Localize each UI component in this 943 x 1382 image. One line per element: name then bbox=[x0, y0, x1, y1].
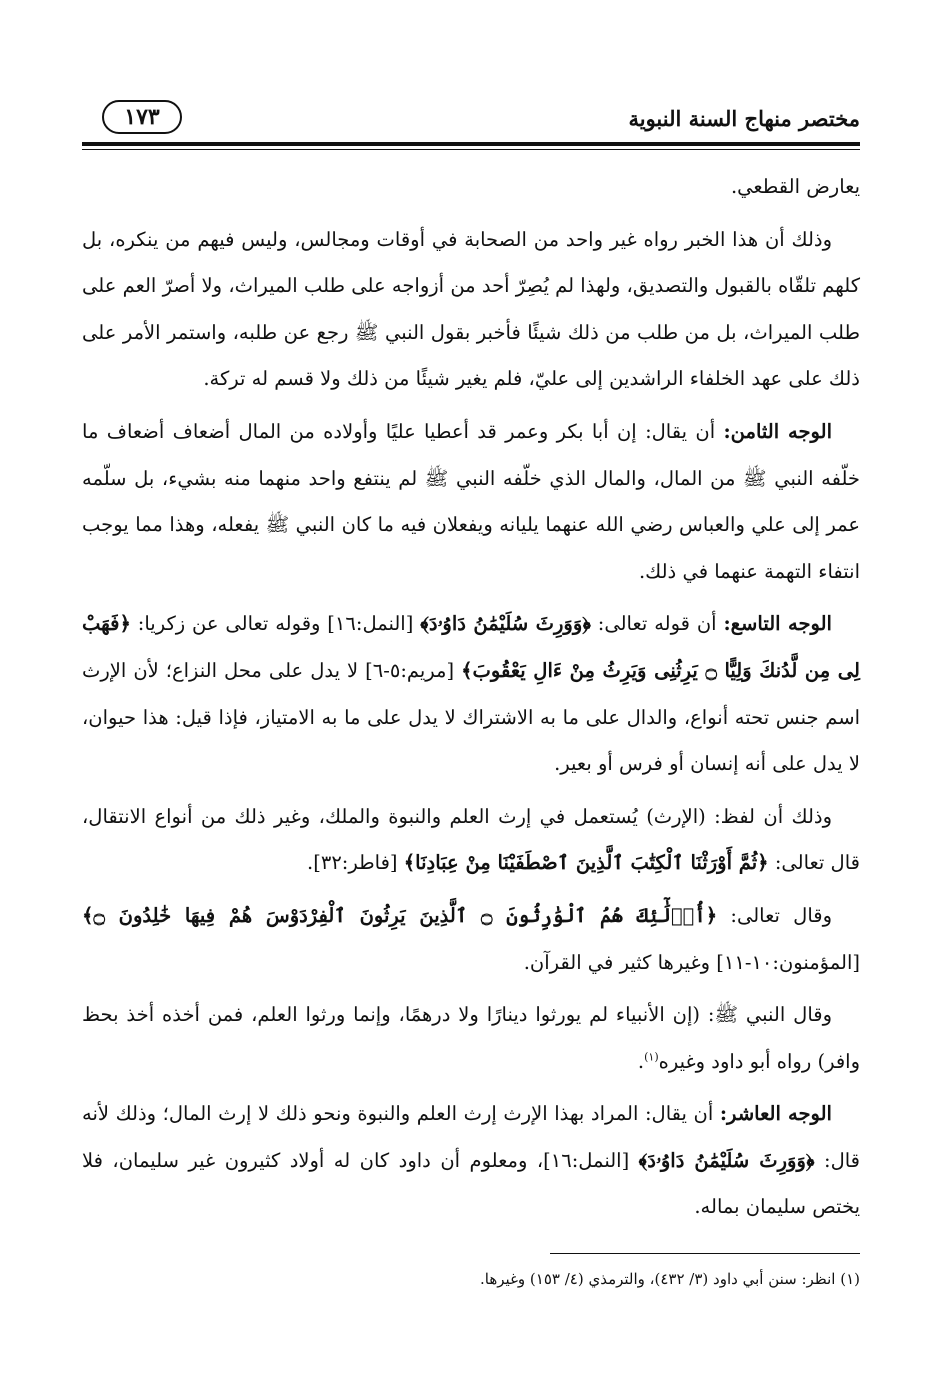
book-title: مختصر منهاج السنة النبوية bbox=[628, 106, 860, 131]
paragraph-inheritance-usage bbox=[82, 794, 860, 887]
eighth-aspect-label: الوجه الثامن: bbox=[723, 419, 832, 443]
paragraph-2-text: وذلك أن هذا الخبر رواه غير واحد من الصحابة في أوقات ومجالس، وليس فيهم من ينكره، بل كلهم تلقّاه بالقبول والتصديق، ولهذا لم يُصِرّ أحد من أزواجه على طلب الميراث، ولا أصرّ العم على طلب الميراث، بل من طلب من ذلك شيئًا فأخبر بقول النبي ﷺ رجع عن طلبه، واستمر الأمر على ذلك على عهد الخلفاء الراشدين إلى عليّ، فلم يغير شيئًا من ذلك ولا قسم له تركة. bbox=[82, 227, 860, 391]
page bbox=[82, 96, 860, 1290]
quran-verse-naml: ﴿وَوَرِثَ سُلَيْمَٰنُ دَاوُۥدَ﴾ bbox=[420, 612, 591, 636]
footnote-text: (١) انظر: سنن أبي داود (٣/ ٤٣٢)، والترمذي (٤/ ١٥٣) وغيرها. bbox=[480, 1270, 860, 1289]
paragraph-eighth-aspect bbox=[82, 409, 860, 595]
ninth-aspect-text-c: [مريم:٥-٦] لا يدل على محل النزاع؛ لأن الإرث اسم جنس تحته أنواع، والدال على ما به الاشتراك لا يدل على ما به الامتياز، فإذا قيل: هذا حيوان، لا يدل على أنه إنسان أو فرس أو بعير. bbox=[82, 658, 860, 776]
muminun-text-b: [المؤمنون:١٠-١١] وغيرها كثير في القرآن. bbox=[523, 950, 860, 974]
hadith-text: وقال النبي ﷺ: (إن الأنبياء لم يورثوا دينارًا ولا درهمًا، وإنما ورثوا العلم، فمن أخذه أخذ بحظ وافر) رواه أبو داود وغيره bbox=[82, 1003, 860, 1073]
paragraph-hadith bbox=[82, 992, 860, 1085]
footnote-separator-wrap bbox=[82, 1253, 860, 1254]
header-rule bbox=[82, 142, 860, 146]
ninth-aspect-label: الوجه التاسع: bbox=[723, 612, 832, 636]
paragraph-1-text: يعارض القطعي. bbox=[730, 175, 860, 198]
paragraph-1 bbox=[82, 164, 860, 211]
footnote-separator bbox=[550, 1253, 860, 1254]
tenth-aspect-text-a: أن يقال: المراد بهذا الإرث إرث العلم والنبوة ونحو ذلك لا إرث المال؛ وذلك لأنه قال: bbox=[82, 1102, 860, 1172]
footnote bbox=[82, 1268, 860, 1290]
hadith-text-end: . bbox=[637, 1049, 645, 1073]
main-text bbox=[82, 164, 860, 1231]
quran-verse-fatir: ﴿ثُمَّ أَوْرَثْنَا ٱلْكِتَٰبَ ٱلَّذِينَ ٱصْطَفَيْنَا مِنْ عِبَادِنَا﴾ bbox=[403, 851, 769, 875]
paragraph-muminun bbox=[82, 893, 860, 986]
quran-verse-maryam: ﴿فَهَبْ لِى مِن لَّدُنكَ وَلِيًّا ۝ يَرِثُنِى وَيَرِثُ مِنْ ءَالِ يَعْقُوبَ﴾ bbox=[82, 612, 860, 682]
inheritance-usage-text-a: وذلك أن لفظ: (الإرث) يُستعمل في إرث العلم والنبوة والملك، وغير ذلك من أنواع الانتقال، قال تعالى: bbox=[82, 804, 860, 875]
paragraph-2 bbox=[82, 217, 860, 403]
quran-verse-naml-2: ﴿وَوَرِثَ سُلَيْمَٰنُ دَاوُۥدَ﴾ bbox=[638, 1148, 815, 1172]
inheritance-usage-text-b: [فاطر:٣٢]. bbox=[307, 851, 404, 875]
muminun-text-a: وقال تعالى: bbox=[717, 903, 832, 927]
quran-verse-muminun: ﴿أُو۟لَٰٓئِكَ هُمُ ٱلْوَٰرِثُونَ ۝ ٱلَّذِينَ يَرِثُونَ ٱلْفِرْدَوْسَ هُمْ فِيهَا خَٰلِدُونَ ۝﴾ bbox=[82, 903, 718, 927]
tenth-aspect-label: الوجه العاشر: bbox=[719, 1102, 832, 1126]
ninth-aspect-text-a: أن قوله تعالى: bbox=[590, 612, 724, 636]
header-rule-thin bbox=[82, 149, 860, 150]
eighth-aspect-text: أن يقال: إن أبا بكر وعمر قد أعطيا عليًا وأولاده من المال أضعاف أضعاف ما خلّفه النبي ﷺ من المال، والمال الذي خلّفه النبي ﷺ لم ينتفع واحد منهما منه بشيء، بل سلّمه عمر إلى علي والعباس رضي الله عنهما يليانه ويفعلان فيه ما كان النبي ﷺ يفعله، وهذا مما يوجب انتفاء التهمة عنهما في ذلك. bbox=[82, 419, 860, 583]
ninth-aspect-text-b: [النمل:١٦] وقوله تعالى عن زكريا: bbox=[130, 612, 421, 636]
tenth-aspect-text-b: [النمل:١٦]، ومعلوم أن داود كان له أولاد كثيرون غير سليمان، فلا يختص سليمان بماله. bbox=[82, 1148, 860, 1219]
page-number-badge: ١٧٣ bbox=[102, 100, 182, 134]
paragraph-ninth-aspect bbox=[82, 601, 860, 787]
paragraph-tenth-aspect bbox=[82, 1091, 860, 1231]
running-header bbox=[82, 96, 860, 146]
footnote-marker[interactable]: (١) bbox=[644, 1050, 659, 1064]
